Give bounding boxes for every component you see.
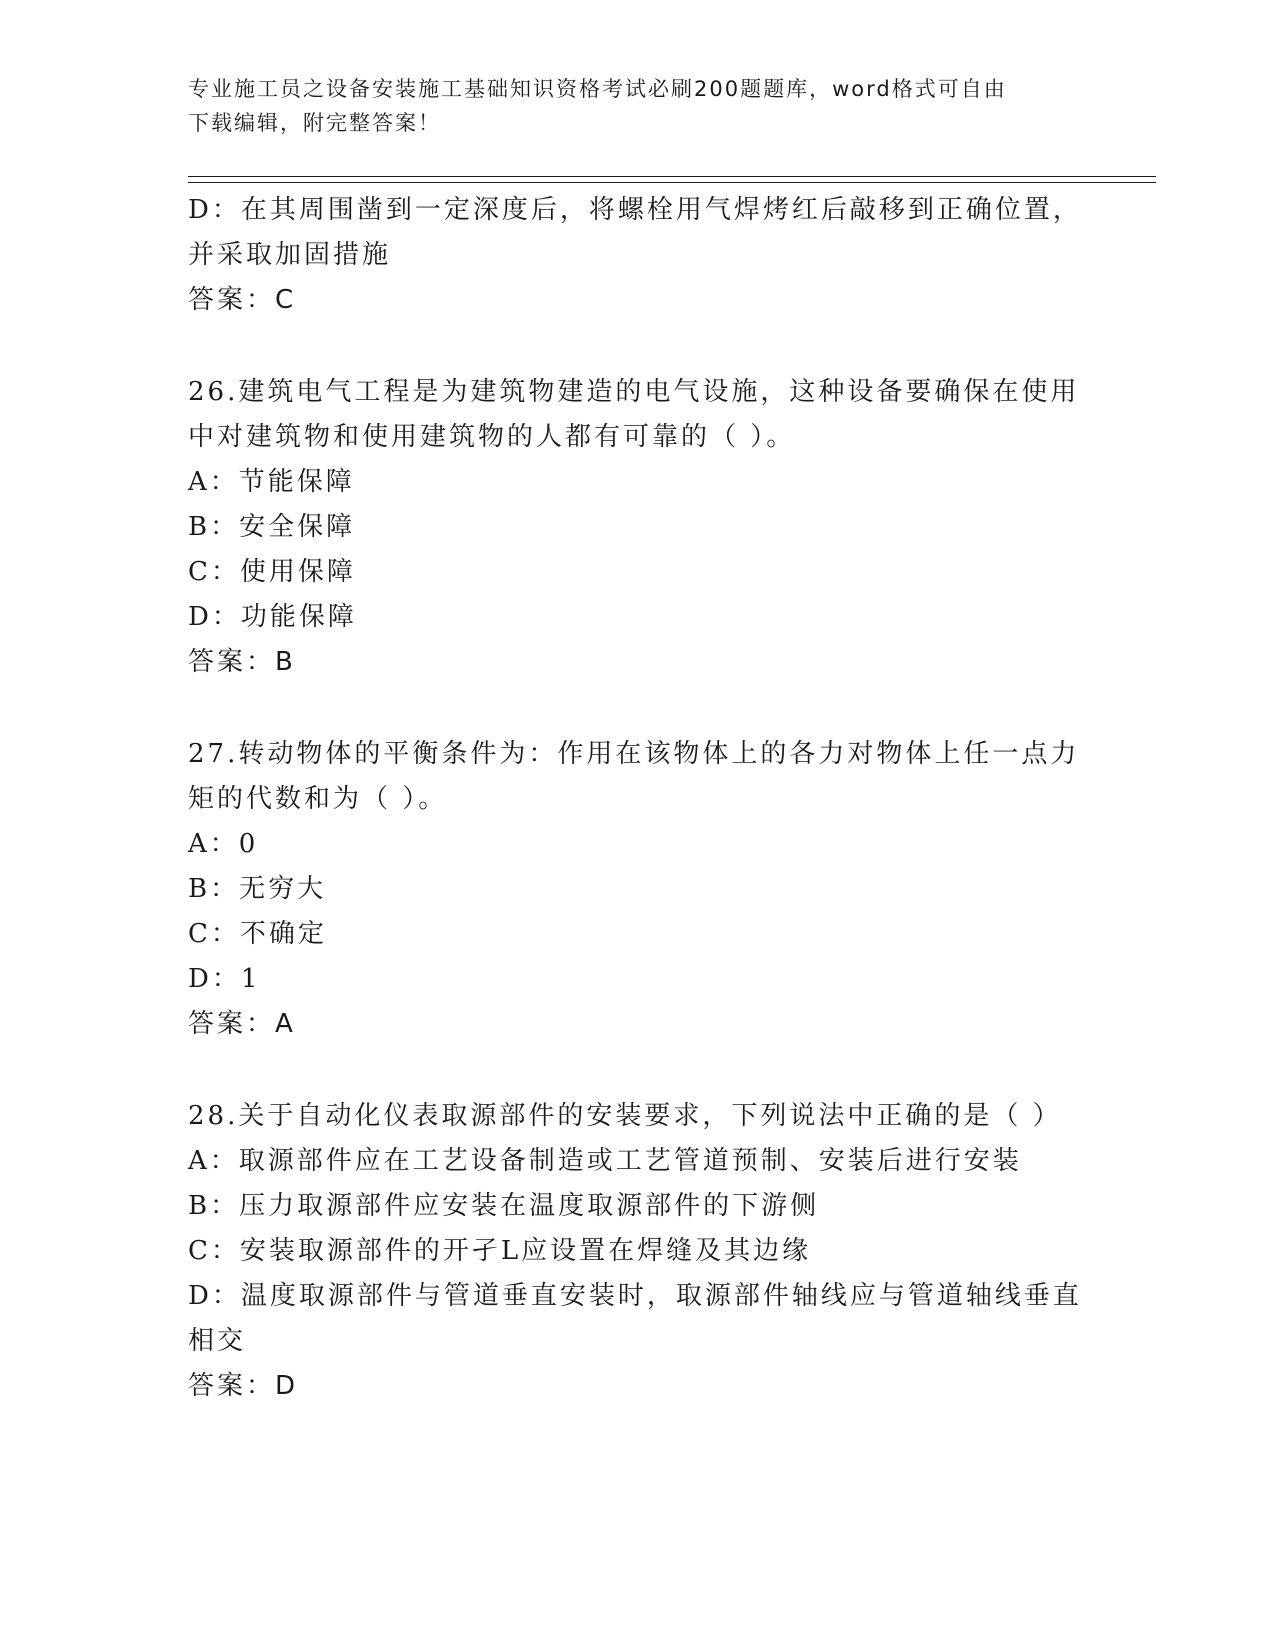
header-divider-top bbox=[188, 176, 1156, 177]
spacer bbox=[188, 323, 1088, 370]
option-c: C：使用保障 bbox=[188, 557, 356, 587]
spacer bbox=[188, 1047, 1088, 1094]
option-d-line-1: D：温度取源部件与管道垂直安装时，取源部件轴线应与管道轴线垂直 bbox=[188, 1281, 1082, 1311]
option-a: A：取源部件应在工艺设备制造或工艺管道预制、安装后进行安装 bbox=[188, 1146, 1022, 1176]
question-26 bbox=[188, 370, 1088, 685]
question-28 bbox=[188, 1094, 1088, 1409]
option-d-line-2: 并采取加固措施 bbox=[188, 240, 392, 270]
option-b: B：无穷大 bbox=[188, 874, 327, 904]
question-stem-line-2: 矩的代数和为（ ）。 bbox=[188, 784, 448, 814]
header-title-line-1: 专业施工员之设备安装施工基础知识资格考试必刷200题题库，word格式可自由 bbox=[188, 77, 1007, 101]
header-divider-bottom bbox=[188, 182, 1156, 183]
option-d: D：1 bbox=[188, 964, 261, 994]
answer-label: 答案：B bbox=[188, 647, 296, 677]
option-c: C：安装取源部件的开孑L应设置在焊缝及其边缘 bbox=[188, 1236, 812, 1266]
question-stem-line-1: 28.关于自动化仪表取源部件的安装要求，下列说法中正确的是（ ） bbox=[188, 1101, 1062, 1131]
question-continuation bbox=[188, 188, 1088, 323]
question-list bbox=[188, 188, 1088, 1409]
option-d: D：功能保障 bbox=[188, 602, 357, 632]
spacer bbox=[188, 685, 1088, 732]
option-a: A：节能保障 bbox=[188, 467, 355, 497]
answer-label: 答案：C bbox=[188, 285, 297, 315]
answer-label: 答案：A bbox=[188, 1009, 296, 1039]
option-d-line-2: 相交 bbox=[188, 1326, 247, 1356]
option-b: B：压力取源部件应安装在温度取源部件的下游侧 bbox=[188, 1191, 820, 1221]
header-title-line-2: 下载编辑，附完整答案！ bbox=[188, 111, 441, 135]
answer-label: 答案：D bbox=[188, 1371, 299, 1401]
option-a: A：0 bbox=[188, 829, 259, 859]
option-d-line-1: D：在其周围凿到一定深度后，将螺栓用气焊烤红后敲移到正确位置， bbox=[188, 195, 1082, 225]
question-stem-line-2: 中对建筑物和使用建筑物的人都有可靠的（ ）。 bbox=[188, 422, 796, 452]
option-b: B：安全保障 bbox=[188, 512, 356, 542]
question-stem-line-1: 27.转动物体的平衡条件为：作用在该物体上的各力对物体上任一点力 bbox=[188, 739, 1080, 769]
question-stem-line-1: 26.建筑电气工程是为建筑物建造的电气设施，这种设备要确保在使用 bbox=[188, 377, 1080, 407]
option-c: C：不确定 bbox=[188, 919, 327, 949]
document-header bbox=[188, 72, 1068, 140]
question-27 bbox=[188, 732, 1088, 1047]
